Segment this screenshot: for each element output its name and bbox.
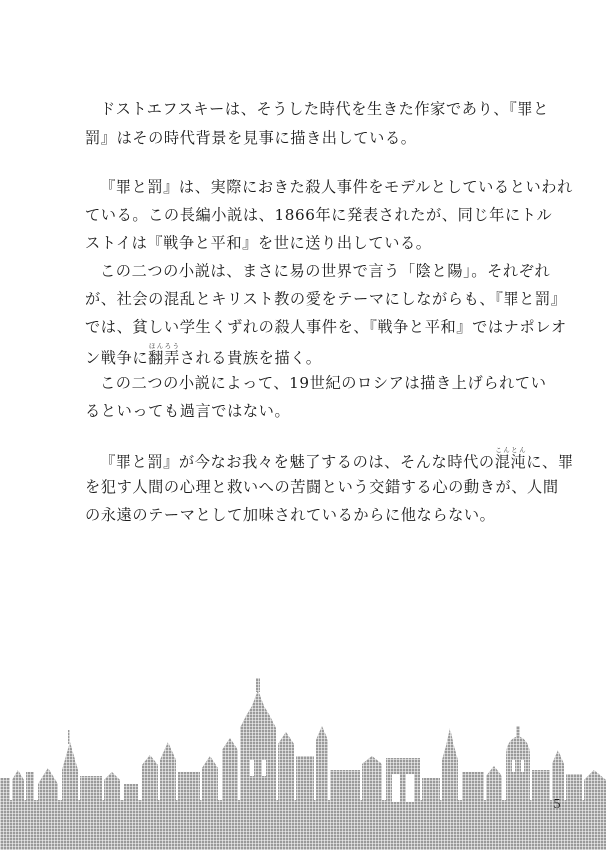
- paragraph-2-line-7: [85, 342, 322, 366]
- paragraph-2-line-6: では、貧しい学生くずれの殺人事件を、『戦争と平和』ではナポレオ: [85, 318, 567, 336]
- city-skyline-illustration: [0, 660, 606, 850]
- skyline-silhouette: [0, 678, 606, 850]
- ruby-base: 翻弄: [148, 349, 180, 367]
- paragraph-2-line-4: この二つの小説は、まさに易の世界で言う「陰と陽」。それぞれ: [100, 262, 551, 280]
- paragraph-3-line-1: [100, 446, 574, 470]
- paragraph-2-line-3: ストイは『戦争と平和』を世に送り出している。: [85, 234, 432, 252]
- ruby-word: [148, 342, 180, 367]
- ruby-line-prefix: 『罪と罰』が今なお我々を魅了するのは、そんな時代の: [100, 453, 495, 471]
- paragraph-2-line-1: 『罪と罰』は、実際におきた殺人事件をモデルとしているといわれ: [100, 178, 573, 196]
- paragraph-2-line-8: この二つの小説によって、19世紀のロシアは描き上げられてい: [100, 374, 547, 392]
- paragraph-2-line-5: が、社会の混乱とキリスト教の愛をテーマにしながらも、『罪と罰』: [85, 290, 567, 308]
- ruby-reading: ほんろう: [148, 342, 180, 350]
- paragraph-3-line-2: を犯す人間の心理と救いへの苦闘という交錯する心の動きが、人間: [85, 478, 559, 496]
- ruby-line-prefix: ン戦争に: [85, 349, 149, 367]
- paragraph-1-line-1: ドストエフスキーは、そうした時代を生きた作家であり、『罪と: [100, 100, 549, 118]
- ruby-word: [494, 446, 527, 471]
- paragraph-2-line-9: るといっても過言ではない。: [85, 402, 291, 420]
- page-number: 5: [553, 797, 561, 812]
- ruby-base: 混沌: [494, 453, 527, 471]
- ruby-line-suffix: される貴族を描く。: [179, 349, 322, 367]
- ruby-reading: こんとん: [494, 446, 527, 454]
- paragraph-1-line-2: 罰』はその時代背景を見事に描き出している。: [85, 129, 417, 147]
- ruby-line-suffix: に、罪: [526, 453, 574, 471]
- paragraph-2-line-2: ている。この長編小説は、1866年に発表されたが、同じ年にトル: [85, 206, 553, 224]
- paragraph-3-line-3: の永遠のテーマとして加味されているからに他ならない。: [85, 506, 496, 524]
